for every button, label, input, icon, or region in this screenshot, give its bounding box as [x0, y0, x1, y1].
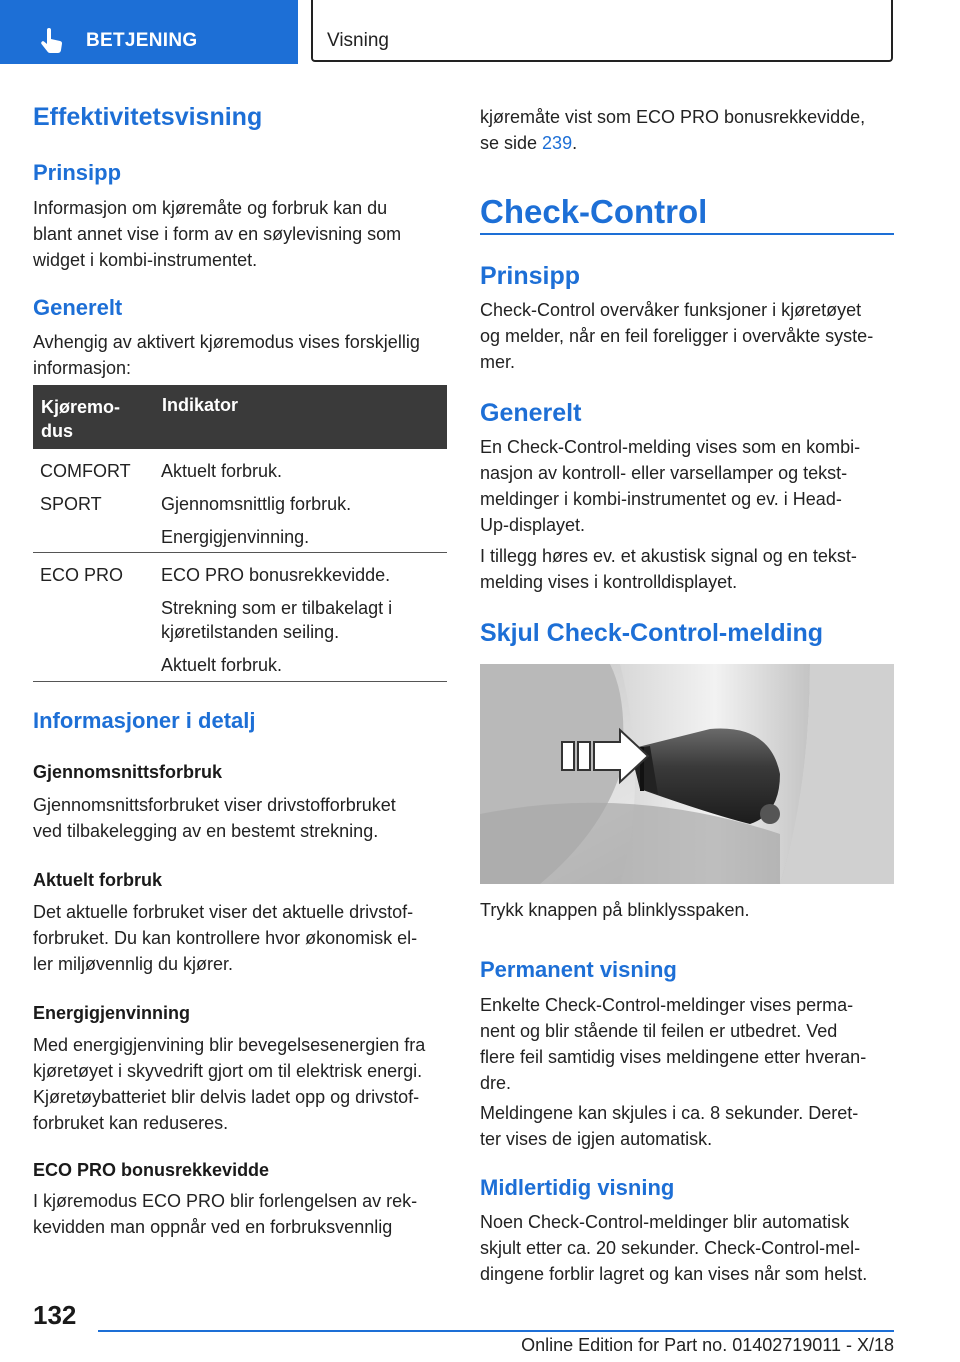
section-title-effektivitetsvisning: Effektivitetsvisning [33, 103, 263, 131]
subheading-generelt-left: Generelt [33, 295, 123, 320]
page-number: 132 [33, 1300, 77, 1330]
paragraph-general-right-2: I tillegg høres ev. et akustisk signal og en tekst‐ melding vises i kontrolldisplayet. [480, 546, 857, 592]
table-divider [33, 552, 447, 553]
heading-gjennomsnittsforbruk: Gjennomsnittsforbruk [33, 762, 223, 782]
paragraph-general-right: En Check-Control-melding vises som en kombi‐ nasjon av kontroll- eller varsellamper og tekst‐ meldinger i kombi-instrumentet og ev. i Head- Up-displayet. [480, 437, 861, 535]
footer-edition: Online Edition for Part no. 01402719011 - X/18 [521, 1335, 894, 1355]
footer-rule [98, 1330, 894, 1332]
section-header [311, 0, 893, 62]
subheading-informasjoner-i-detalj: Informasjoner i detalj [33, 708, 256, 733]
table-header [33, 385, 447, 449]
paragraph-energy: Med energigjenvining blir bevegelsesenergien fra kjøretøyet i skyvedrift gjort om til elektrisk energi. Kjøretøybatteriet blir delvis ladet opp og drivstof‐ forbruket kan reduseres. [33, 1035, 426, 1133]
chapter-tab[interactable] [0, 0, 298, 64]
title-underline [480, 233, 894, 235]
subheading-prinsipp-right: Prinsipp [480, 262, 581, 290]
chapter-tab-label: BETJENING [86, 30, 198, 51]
paragraph-principle-left: Informasjon om kjøremåte og forbruk kan du blant annet vise i form av en søylevisning som widget i kombi-instrumentet. [33, 198, 402, 270]
hand-pointer-icon [40, 28, 64, 54]
table-bottom-rule [33, 681, 447, 682]
paragraph-permanent: Enkelte Check-Control-meldinger vises perma‐ nent og blir stående til feilen er utbedret. Ved flere feil samtidig vises meldingene etter hveran‐ dre. [480, 995, 867, 1093]
table-row-2-modes: ECO PRO [40, 565, 124, 585]
paragraph-principle-right: Check-Control overvåker funksjoner i kjøretøyet og melder, når en feil foreligger i overvåkte syste‐ mer. [480, 300, 874, 372]
subheading-midlertidig: Midlertidig visning [480, 1175, 675, 1200]
section-title-check-control: Check-Control [480, 193, 708, 230]
page-link-239[interactable]: 239 [542, 133, 573, 153]
paragraph-permanent-2: Meldingene kan skjules i ca. 8 sekunder. Deret‐ ter vises de igjen automatisk. [480, 1103, 859, 1149]
heading-aktuelt-forbruk: Aktuelt forbruk [33, 870, 163, 890]
table-row-2-indicators: ECO PRO bonusrekkevidde. Strekning som er tilbakelagt i kjøretilstanden seiling. Aktuelt forbruk. [161, 565, 393, 675]
turn-signal-lever-illustration [480, 664, 894, 884]
table-row-1-indicators: Aktuelt forbruk. Gjennomsnittlig forbruk. Energigjenvinning. [161, 461, 352, 547]
paragraph-current: Det aktuelle forbruket viser det aktuelle drivstof‐ forbruket. Du kan kontrollere hvor økonomisk el‐ ler miljøvennlig du kjører. [33, 902, 418, 974]
heading-eco-pro-bonus: ECO PRO bonusrekkevidde [33, 1160, 270, 1180]
heading-energigjenvinning: Energigjenvinning [33, 1003, 191, 1023]
paragraph-general-left: Avhengig av aktivert kjøremodus vises forskjellig informasjon: [33, 332, 420, 378]
paragraph-continued: kjøremåte vist som ECO PRO bonusrekkevidde, se side 239. [480, 107, 866, 153]
section-header-label: Visning [327, 30, 389, 51]
paragraph-temp: Noen Check-Control-meldinger blir automatisk skjult etter ca. 20 sekunder. Check-Control-mel‐ dingene forblir lagret og kan vises når som helst. [480, 1212, 868, 1284]
table-header-indicator: Indikator [162, 395, 239, 415]
section-title-skjul: Skjul Check-Control-melding [480, 619, 824, 647]
table-row-1-modes: COMFORT SPORT [40, 461, 131, 514]
subheading-prinsipp-left: Prinsipp [33, 160, 122, 185]
paragraph-eco: I kjøremodus ECO PRO blir forlengelsen av rek‐ kevidden man oppnår ved en forbruksvennlig [33, 1191, 418, 1237]
table-header-mode: Kjøremo- dus [41, 397, 121, 441]
paragraph-avg: Gjennomsnittsforbruket viser drivstofforbruket ved tilbakelegging av en bestemt strekning. [33, 795, 396, 841]
subheading-generelt-right: Generelt [480, 399, 582, 427]
subheading-permanent: Permanent visning [480, 957, 677, 982]
image-caption: Trykk knappen på blinklysspaken. [480, 900, 750, 920]
